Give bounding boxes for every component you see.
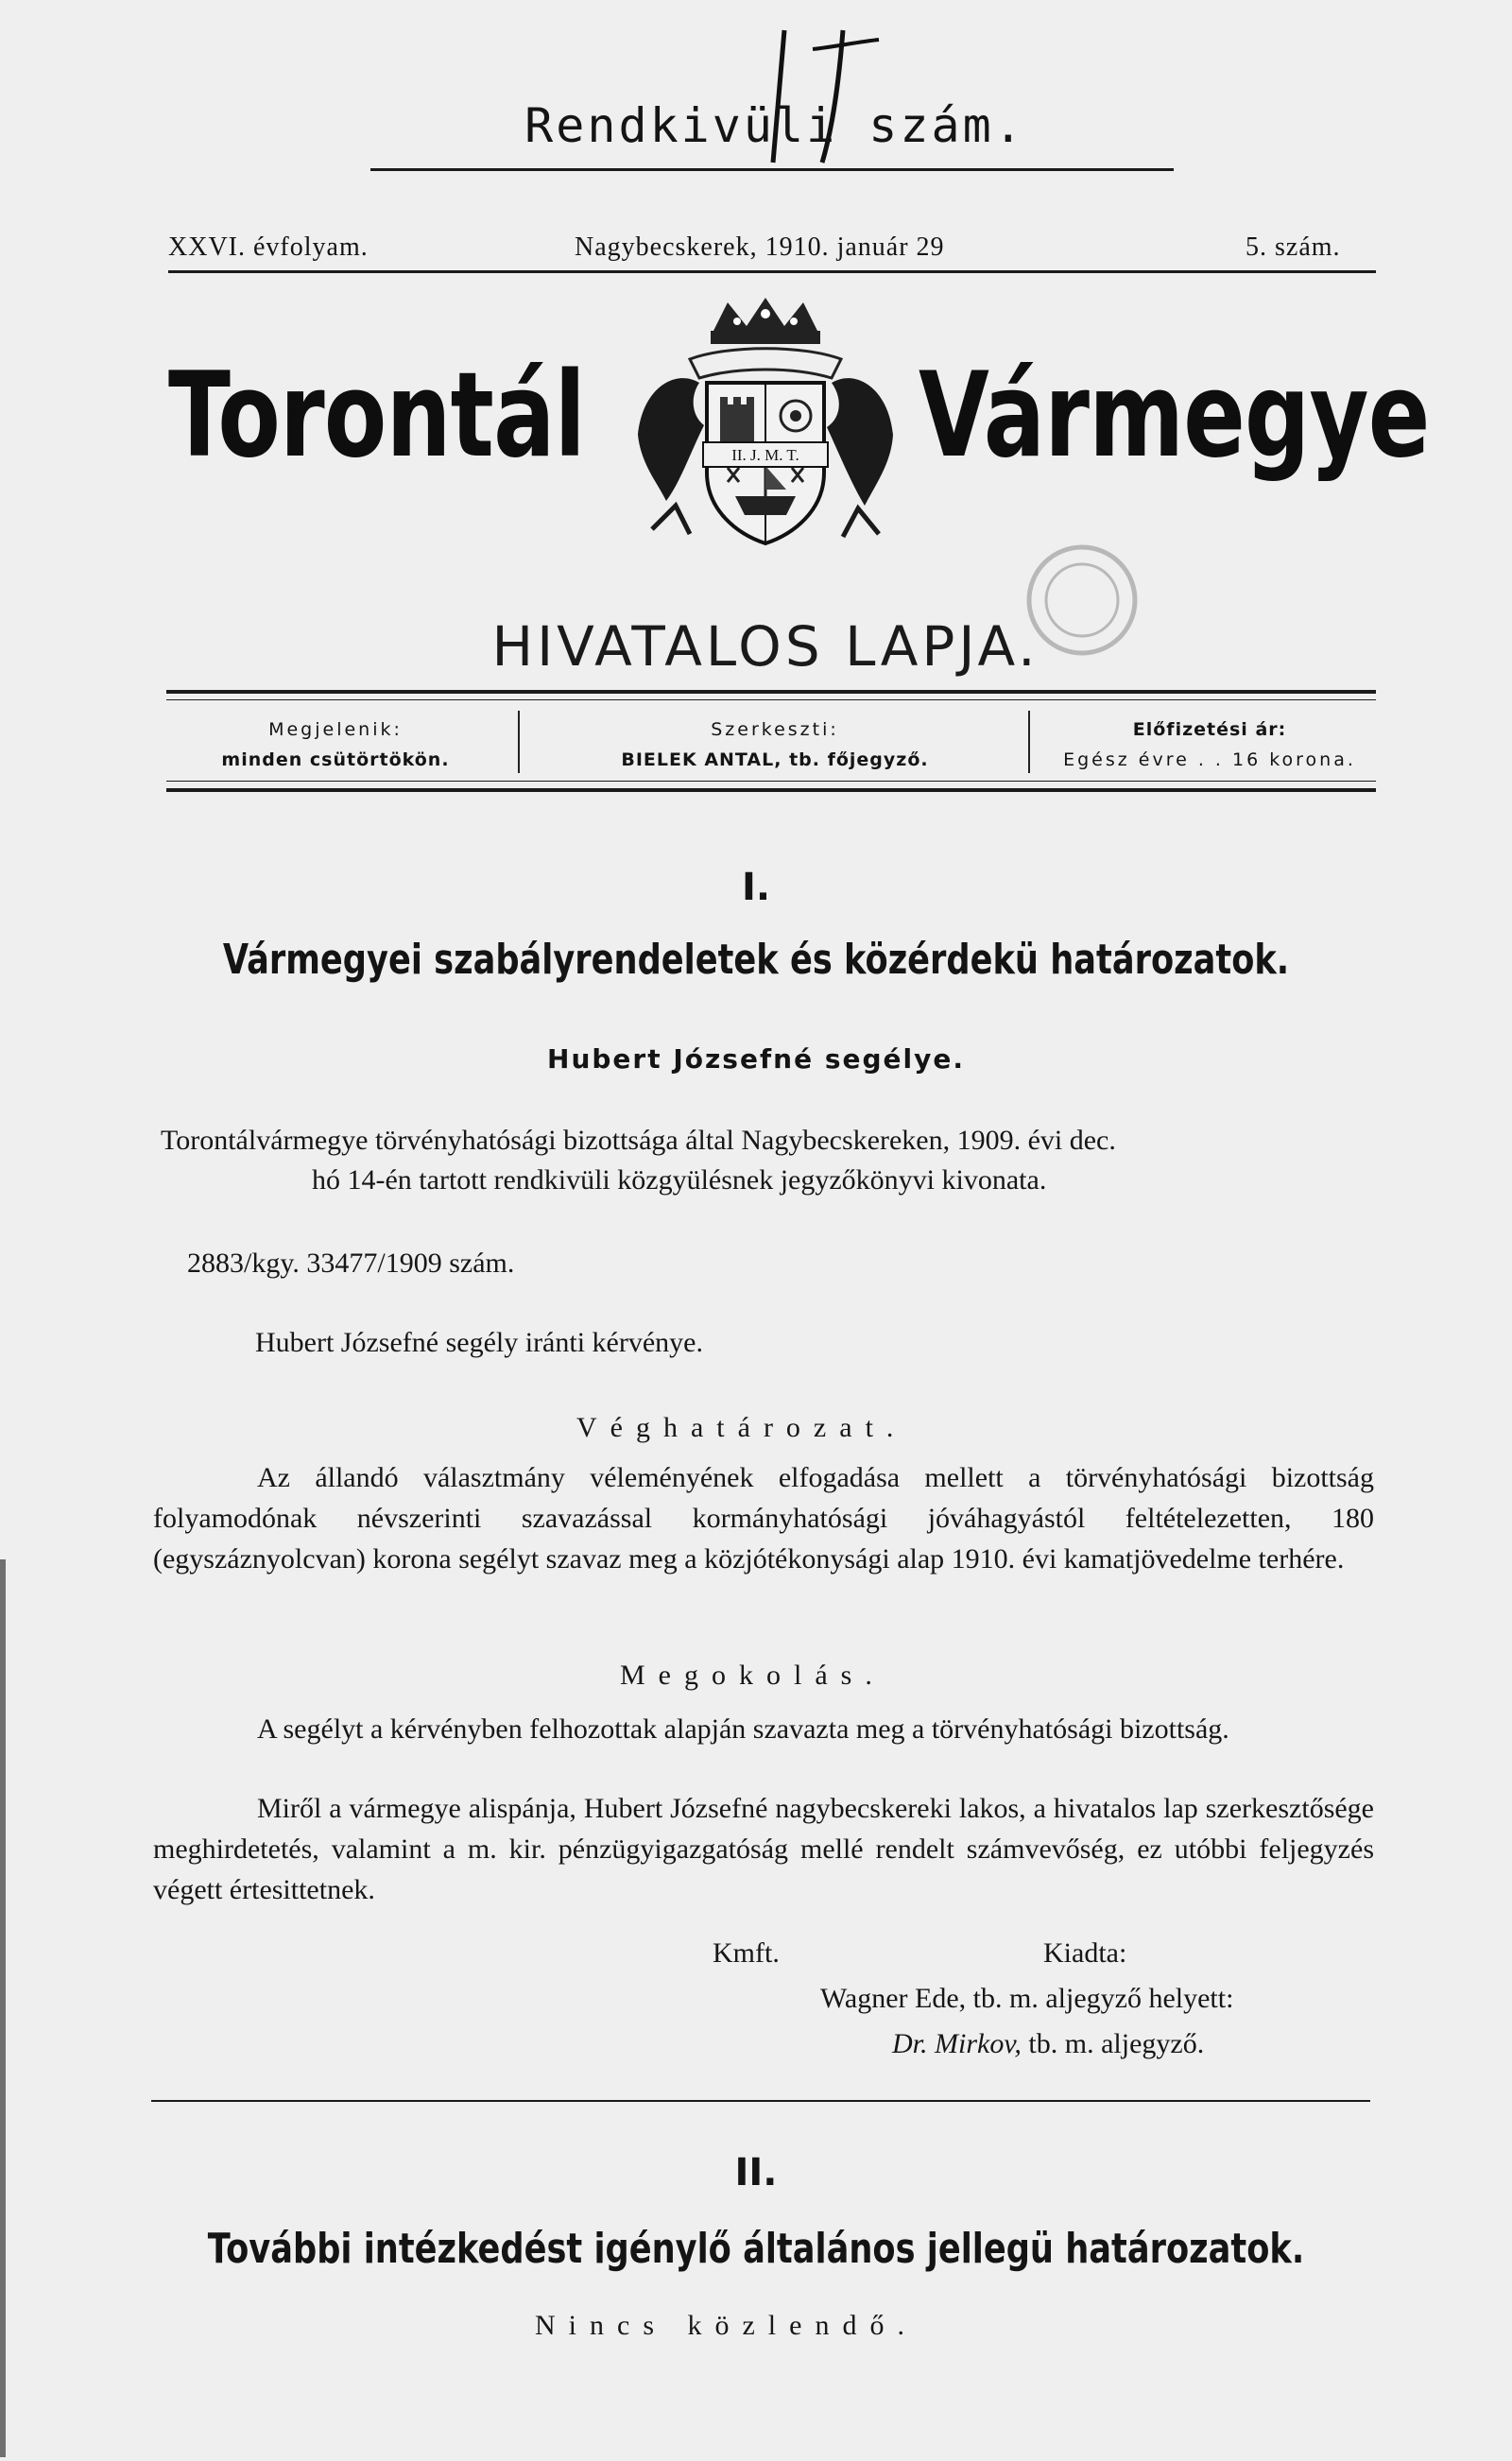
scan-edge bbox=[0, 1559, 6, 2457]
info-top-rule-thin bbox=[166, 699, 1376, 700]
special-issue-underline bbox=[370, 168, 1174, 171]
reasoning-heading: Megokolás. bbox=[620, 1660, 885, 1691]
volume-label: XXVI. évfolyam. bbox=[168, 232, 369, 262]
resolution-text: Az állandó választmány véleményének elfogadása mellett a törvényhatósági bizottság folyamodónak névszerinti szavazással kormányhatósági jóváhagyástól feltételezetten, 180 (egyszáznyolcvan) korona segélyt szavaz meg a közjótékonysági alap 1910. évi kamatjövedelme terhére. bbox=[153, 1462, 1374, 1575]
section-one-number: I. bbox=[741, 866, 771, 909]
issued-by-label: Kiadta: bbox=[1043, 1937, 1127, 1969]
official-gazette-subtitle: HIVATALOS LAPJA. bbox=[491, 614, 1040, 679]
appears-label: Megjelenik: bbox=[268, 719, 403, 740]
masthead-title-left: Torontál bbox=[168, 348, 586, 484]
issue-line-rule bbox=[168, 270, 1376, 273]
intro-line-2: hó 14-én tartott rendkivüli közgyülésnek jegyzőkönyvi kivonata. bbox=[312, 1164, 1047, 1196]
coat-of-arms-icon bbox=[624, 293, 907, 577]
issue-number: 5. szám. bbox=[1246, 232, 1341, 262]
place-date: Nagybecskerek, 1910. január 29 bbox=[575, 232, 945, 262]
notification-text: Miről a vármegye alispánja, Hubert Józsefné nagybecskereki lakos, a hivatalos lap szerkesztősége meghirdetetés, valamint a m. kir. pénzügyigazgatóság mellé rendelt számvevőség, ez utóbbi feljegyzés végett értesittetnek. bbox=[153, 1793, 1374, 1905]
intro-line-1: Torontálvármegye törvényhatósági bizottsága által Nagybecskereken, 1909. évi dec. bbox=[161, 1125, 1116, 1156]
section-two-number: II. bbox=[734, 2151, 778, 2194]
file-number: 2883/kgy. 33477/1909 szám. bbox=[187, 1248, 515, 1279]
subscription-label: Előfizetési ár: bbox=[1132, 719, 1287, 740]
info-bottom-rule bbox=[166, 788, 1376, 792]
signer-two-name: Mirkov, bbox=[935, 2028, 1022, 2059]
section-divider bbox=[151, 2100, 1370, 2102]
info-divider-left bbox=[518, 711, 520, 773]
reasoning-text: A segélyt a kérvényben felhozottak alapján szavazta meg a törvényhatósági bizottság. bbox=[257, 1713, 1229, 1745]
special-issue-heading: Rendkivüli szám. bbox=[524, 98, 1025, 153]
signer-one: Wagner Ede, tb. m. aljegyző helyett: bbox=[820, 1983, 1234, 2014]
signer-two-rest: tb. m. aljegyző. bbox=[1028, 2028, 1205, 2059]
appears-value: minden csütörtökön. bbox=[221, 749, 450, 770]
appears-info bbox=[180, 714, 491, 775]
masthead-title-right: Vármegye bbox=[919, 348, 1430, 484]
info-top-rule bbox=[166, 690, 1376, 694]
article-subtitle: Hubert Józsefné segélye. bbox=[547, 1043, 965, 1075]
editor-value: BIELEK ANTAL, tb. főjegyző. bbox=[621, 749, 929, 770]
coat-initials: II. J. M. T. bbox=[731, 446, 799, 464]
subscription-value: Egész évre . . 16 korona. bbox=[1063, 749, 1356, 770]
info-divider-right bbox=[1028, 711, 1030, 773]
section-two-note: Nincs közlendő. bbox=[535, 2310, 918, 2341]
signer-two bbox=[892, 2024, 1204, 2064]
section-two-title: További intézkedést igénylő általános jellegü határozatok. bbox=[207, 2225, 1305, 2273]
signer-two-title: Dr. bbox=[892, 2028, 928, 2059]
section-one-title: Vármegyei szabályrendeletek és közérdekü határozatok. bbox=[222, 936, 1290, 984]
petition-title: Hubert Józsefné segély iránti kérvénye. bbox=[255, 1327, 703, 1358]
kmft-label: Kmft. bbox=[713, 1937, 780, 1969]
subscription-info bbox=[1049, 714, 1370, 775]
resolution-heading: Véghatározat. bbox=[576, 1412, 907, 1443]
info-bottom-rule-thin bbox=[166, 781, 1376, 782]
editor-info bbox=[539, 714, 1011, 775]
editor-label: Szerkeszti: bbox=[711, 719, 839, 740]
